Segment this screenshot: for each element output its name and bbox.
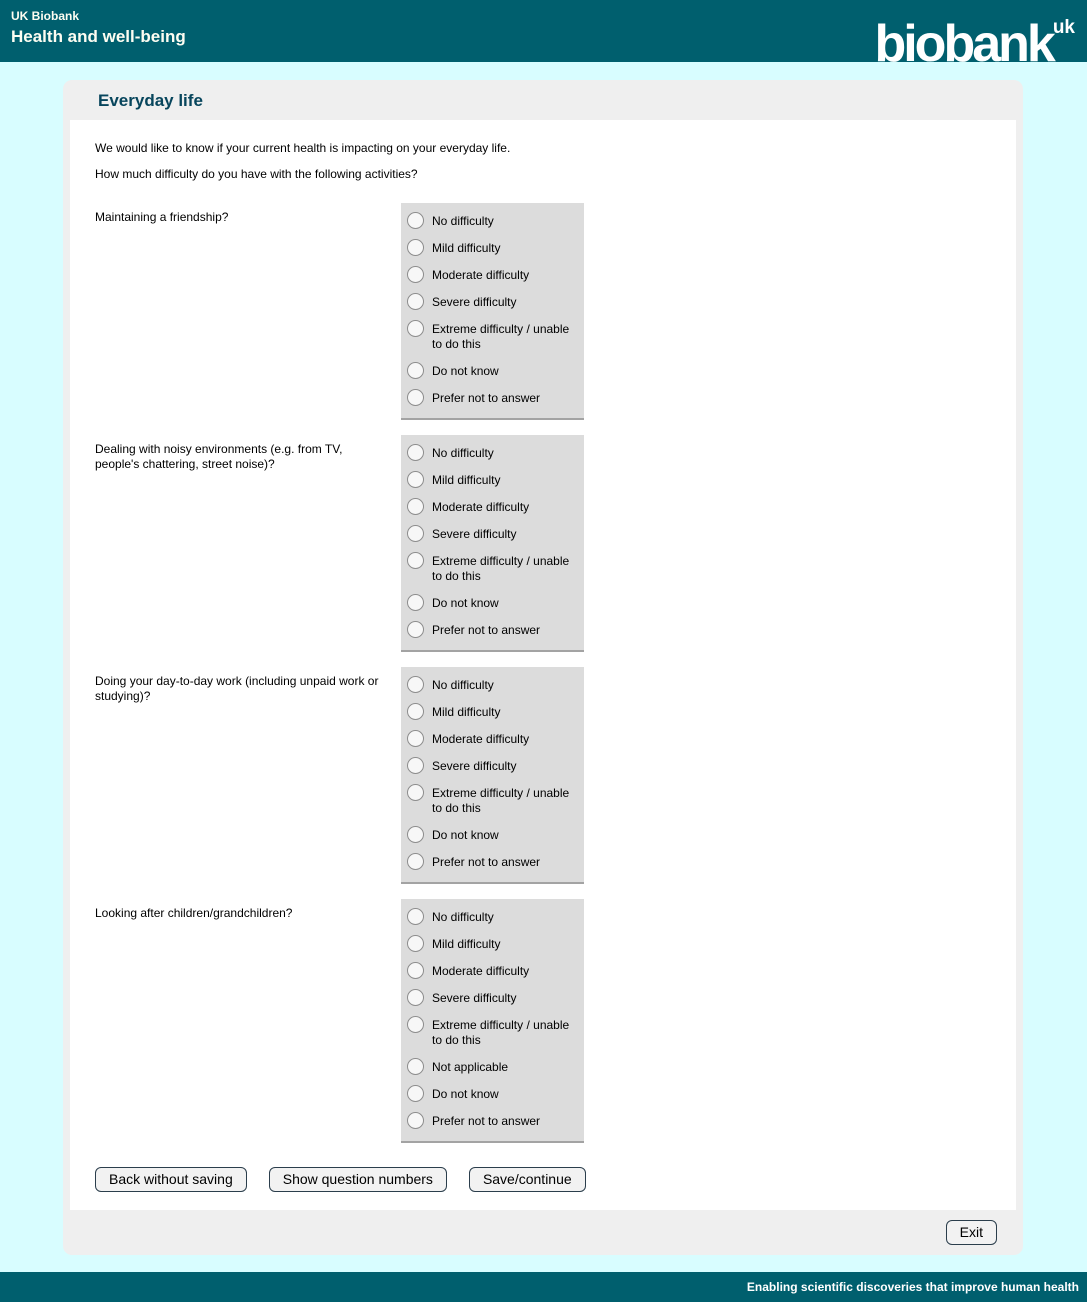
answer-option-label: Prefer not to answer (432, 855, 541, 869)
answer-option-label: Extreme difficulty / unable to do this (432, 786, 570, 815)
questionnaire-section-title: Health and well-being (11, 27, 186, 46)
answer-option-label: No difficulty (432, 446, 494, 460)
radio-button[interactable] (407, 703, 424, 720)
radio-button[interactable] (407, 676, 424, 693)
answer-option[interactable] (407, 1058, 580, 1075)
answer-option[interactable] (407, 266, 580, 283)
answer-option[interactable] (407, 239, 580, 256)
question-row (95, 899, 1004, 1143)
radio-button[interactable] (407, 362, 424, 379)
answer-option-label: Mild difficulty (432, 473, 501, 487)
answer-option[interactable] (407, 471, 580, 488)
radio-button[interactable] (407, 594, 424, 611)
answer-option[interactable] (407, 552, 580, 584)
answer-option-label: Mild difficulty (432, 705, 501, 719)
answer-option-label: Do not know (432, 828, 499, 842)
answer-option[interactable] (407, 1016, 580, 1048)
answer-option-label: Extreme difficulty / unable to do this (432, 322, 570, 351)
radio-button[interactable] (407, 1085, 424, 1102)
answer-option-label: Severe difficulty (432, 759, 517, 773)
answer-option[interactable] (407, 444, 580, 461)
footer-tagline-bar (0, 1272, 1087, 1302)
question-row (95, 435, 1004, 652)
app-header (0, 0, 1087, 73)
answer-option[interactable] (407, 989, 580, 1006)
answer-option-label: Prefer not to answer (432, 623, 541, 637)
footer-tagline: Enabling scientific discoveries that improve human health (746, 1280, 1079, 1294)
intro-text-block (82, 141, 1004, 181)
radio-button[interactable] (407, 989, 424, 1006)
answer-option[interactable] (407, 826, 580, 843)
answer-option[interactable] (407, 293, 580, 310)
answer-option-label: No difficulty (432, 678, 494, 692)
radio-button[interactable] (407, 962, 424, 979)
answer-option-label: Do not know (432, 596, 499, 610)
answer-option[interactable] (407, 320, 580, 352)
answer-option-label: Not applicable (432, 1060, 509, 1074)
radio-button[interactable] (407, 444, 424, 461)
question-label: Maintaining a friendship? (95, 210, 229, 224)
answer-option-label: Extreme difficulty / unable to do this (432, 1018, 570, 1047)
back-without-saving-button[interactable]: Back without saving (95, 1167, 247, 1192)
answer-option-label: No difficulty (432, 214, 494, 228)
answer-options-group (401, 203, 584, 420)
answer-option[interactable] (407, 676, 580, 693)
radio-button[interactable] (407, 621, 424, 638)
radio-button[interactable] (407, 293, 424, 310)
radio-button[interactable] (407, 552, 424, 569)
answer-options-group (401, 667, 584, 884)
answer-option[interactable] (407, 784, 580, 816)
radio-button[interactable] (407, 239, 424, 256)
answer-option[interactable] (407, 525, 580, 542)
radio-button[interactable] (407, 471, 424, 488)
answer-option[interactable] (407, 212, 580, 229)
answer-option[interactable] (407, 362, 580, 379)
intro-line-2: How much difficulty do you have with the following activities? (95, 167, 418, 181)
answer-option-label: Moderate difficulty (432, 964, 530, 978)
radio-button[interactable] (407, 730, 424, 747)
answer-option[interactable] (407, 757, 580, 774)
question-label: Doing your day-to-day work (including unpaid work or studying)? (95, 674, 379, 703)
form-actions (95, 1167, 1004, 1192)
biobank-logo (874, 0, 1075, 74)
answer-option-label: Mild difficulty (432, 241, 501, 255)
answer-options-group (401, 899, 584, 1143)
answer-option[interactable] (407, 962, 580, 979)
exit-button[interactable]: Exit (946, 1220, 997, 1245)
answer-option-label: Do not know (432, 364, 499, 378)
answer-option[interactable] (407, 730, 580, 747)
radio-button[interactable] (407, 757, 424, 774)
org-name: UK Biobank (11, 9, 80, 23)
radio-button[interactable] (407, 525, 424, 542)
answer-options-group (401, 435, 584, 652)
radio-button[interactable] (407, 826, 424, 843)
page-title: Everyday life (98, 91, 203, 110)
question-label: Dealing with noisy environments (e.g. from TV, people's chattering, street noise)? (95, 442, 343, 471)
show-question-numbers-button[interactable]: Show question numbers (269, 1167, 447, 1192)
radio-button[interactable] (407, 1058, 424, 1075)
answer-option-label: No difficulty (432, 910, 494, 924)
biobank-logo-uk: uk (1052, 17, 1075, 38)
radio-button[interactable] (407, 935, 424, 952)
answer-option[interactable] (407, 703, 580, 720)
question-row (95, 203, 1004, 420)
answer-option-label: Severe difficulty (432, 991, 517, 1005)
answer-option-label: Extreme difficulty / unable to do this (432, 554, 570, 583)
content-panel (70, 120, 1016, 1210)
radio-button[interactable] (407, 320, 424, 337)
answer-option-label: Mild difficulty (432, 937, 501, 951)
answer-option-label: Prefer not to answer (432, 391, 541, 405)
answer-option-label: Severe difficulty (432, 295, 517, 309)
answer-option[interactable] (407, 853, 580, 870)
radio-button[interactable] (407, 389, 424, 406)
radio-button[interactable] (407, 1016, 424, 1033)
save-continue-button[interactable]: Save/continue (469, 1167, 586, 1192)
answer-option[interactable] (407, 1085, 580, 1102)
radio-button[interactable] (407, 908, 424, 925)
intro-line-1: We would like to know if your current health is impacting on your everyday life. (95, 141, 511, 155)
answer-option[interactable] (407, 389, 580, 406)
questions-container (82, 203, 1004, 1143)
biobank-logo-text: biobank (874, 15, 1053, 73)
answer-option[interactable] (407, 1112, 580, 1129)
answer-option-label: Prefer not to answer (432, 1114, 541, 1128)
answer-option[interactable] (407, 498, 580, 515)
answer-option[interactable] (407, 594, 580, 611)
question-row (95, 667, 1004, 884)
main-container (63, 80, 1023, 1255)
radio-button[interactable] (407, 853, 424, 870)
answer-option-label: Do not know (432, 1087, 499, 1101)
answer-option-label: Moderate difficulty (432, 268, 530, 282)
answer-option[interactable] (407, 621, 580, 638)
answer-option-label: Moderate difficulty (432, 732, 530, 746)
answer-option[interactable] (407, 935, 580, 952)
radio-button[interactable] (407, 498, 424, 515)
radio-button[interactable] (407, 784, 424, 801)
question-label: Looking after children/grandchildren? (95, 906, 293, 920)
exit-strip (63, 1210, 1023, 1255)
radio-button[interactable] (407, 266, 424, 283)
answer-option[interactable] (407, 908, 580, 925)
radio-button[interactable] (407, 1112, 424, 1129)
radio-button[interactable] (407, 212, 424, 229)
answer-option-label: Severe difficulty (432, 527, 517, 541)
answer-option-label: Moderate difficulty (432, 500, 530, 514)
